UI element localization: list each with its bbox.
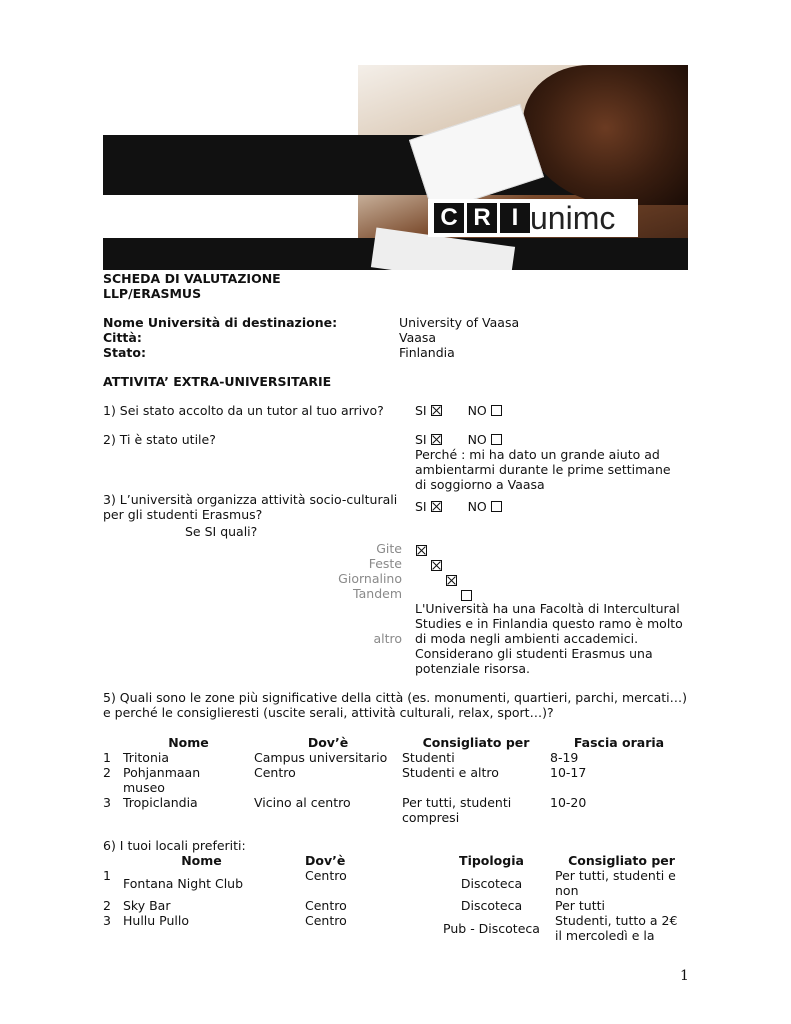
q3-no-checkbox[interactable] [491, 501, 502, 512]
table-row [103, 750, 688, 765]
form-title-line2: LLP/ERASMUS [103, 286, 202, 301]
venue-name: Fontana Night Club [123, 876, 244, 891]
logo-letter-r: R [467, 203, 497, 233]
venue-recommended: Per tutti [555, 898, 605, 913]
place-name: Tropiclandia [123, 795, 198, 810]
si-label: SI [415, 403, 427, 418]
venue-location: Centro [305, 913, 347, 928]
cri-unimc-logo [428, 199, 638, 237]
table-row [103, 868, 688, 898]
q2-no-checkbox[interactable] [491, 434, 502, 445]
question-2: 2) Ti è stato utile? [103, 432, 216, 447]
no-label: NO [467, 499, 487, 514]
option-giornalino-checkbox[interactable] [446, 575, 457, 586]
place-recommended: Per tutti, studenti compresi [402, 795, 512, 825]
si-label: SI [415, 432, 427, 447]
place-recommended: Studenti [402, 750, 455, 765]
place-location: Centro [254, 765, 296, 780]
option-feste-checkbox[interactable] [431, 560, 442, 571]
info-label-university: Nome Università di destinazione: [103, 315, 338, 330]
q1-answer [415, 403, 502, 418]
venue-type: Pub - Discoteca [443, 921, 540, 936]
info-value-university: University of Vaasa [399, 315, 520, 330]
question-3: 3) L’università organizza attività socio-culturali per gli studenti Erasmus? [103, 492, 398, 522]
question-5: 5) Quali sono le zone più significative della città (es. monumenti, quartieri, parchi, mercati…) e perché le consiglieresti (uscite serali, attività culturali, relax, sport…)? [103, 690, 687, 720]
row-number: 3 [103, 795, 111, 810]
question-1: 1) Sei stato accolto da un tutor al tuo arrivo? [103, 403, 384, 418]
place-hours: 8-19 [550, 750, 579, 765]
q2-si-checkbox[interactable] [431, 434, 442, 445]
venues-header-tipologia: Tipologia [459, 853, 524, 868]
option-altro-label: altro [373, 631, 402, 646]
option-feste-label: Feste [368, 556, 402, 571]
table-row [103, 765, 688, 795]
row-number: 1 [103, 868, 111, 883]
si-label: SI [415, 499, 427, 514]
altro-text: L'Università ha una Facoltà di Intercultural Studies e in Finlandia questo ramo è molto di moda negli ambienti accademici. Considerano gli studenti Erasmus una potenziale risorsa. [415, 601, 683, 676]
page-number: 1 [680, 968, 689, 984]
q1-no-checkbox[interactable] [491, 405, 502, 416]
place-location: Vicino al centro [254, 795, 351, 810]
info-label-country: Stato: [103, 345, 146, 360]
venues-header-nome: Nome [181, 853, 222, 868]
info-label-city: Città: [103, 330, 142, 345]
q2-why-text: Perché : mi ha dato un grande aiuto ad ambientarmi durante le prime settimane di soggiorno a Vaasa [415, 447, 671, 492]
logo-letter-i: I [500, 203, 530, 233]
q3-answer [415, 499, 502, 514]
venues-header-consigliato: Consigliato per [568, 853, 675, 868]
place-name: Tritonia [123, 750, 170, 765]
logo-word: unimc [530, 200, 616, 236]
places-table [103, 735, 688, 825]
q3-which-label: Se SI quali? [185, 524, 258, 539]
venue-name: Hullu Pullo [123, 913, 189, 928]
row-number: 1 [103, 750, 111, 765]
venue-location: Centro [305, 898, 347, 913]
place-location: Campus universitario [254, 750, 388, 765]
venues-table [103, 853, 688, 943]
q3-si-checkbox[interactable] [431, 501, 442, 512]
q1-si-checkbox[interactable] [431, 405, 442, 416]
question-6: 6) I tuoi locali preferiti: [103, 838, 246, 853]
places-header-nome: Nome [168, 735, 209, 750]
venue-recommended: Studenti, tutto a 2€ il mercoledì e la [555, 913, 678, 943]
option-tandem-checkbox[interactable] [461, 590, 472, 601]
row-number: 2 [103, 898, 111, 913]
table-row [103, 913, 688, 943]
option-gite-checkbox[interactable] [416, 545, 427, 556]
venue-type: Discoteca [460, 876, 523, 891]
option-tandem-label: Tandem [353, 586, 402, 601]
places-header-dove: Dov’è [307, 735, 349, 750]
no-label: NO [467, 403, 487, 418]
option-giornalino-label: Giornalino [338, 571, 402, 586]
venue-name: Sky Bar [123, 898, 171, 913]
venue-location: Centro [305, 868, 347, 883]
venue-recommended: Per tutti, studenti e non [555, 868, 676, 898]
place-recommended: Studenti e altro [402, 765, 499, 780]
place-name: Pohjanmaan museo [123, 765, 201, 795]
info-value-country: Finlandia [399, 345, 455, 360]
header-banner [103, 65, 688, 270]
place-hours: 10-20 [550, 795, 587, 810]
section-title: ATTIVITA’ EXTRA-UNIVERSITARIE [103, 374, 332, 389]
form-title-line1: SCHEDA DI VALUTAZIONE [103, 271, 281, 286]
places-header-fascia: Fascia oraria [573, 735, 665, 750]
info-value-city: Vaasa [399, 330, 437, 345]
option-gite-label: Gite [376, 541, 402, 556]
row-number: 2 [103, 765, 111, 780]
places-header-consigliato: Consigliato per [422, 735, 530, 750]
venue-type: Discoteca [460, 898, 523, 913]
row-number: 3 [103, 913, 111, 928]
venues-header-dove: Dov’è [305, 853, 346, 868]
table-row [103, 898, 688, 913]
place-hours: 10-17 [550, 765, 587, 780]
logo-letter-c: C [434, 203, 464, 233]
no-label: NO [467, 432, 487, 447]
q2-answer [415, 432, 502, 447]
table-row [103, 795, 688, 825]
